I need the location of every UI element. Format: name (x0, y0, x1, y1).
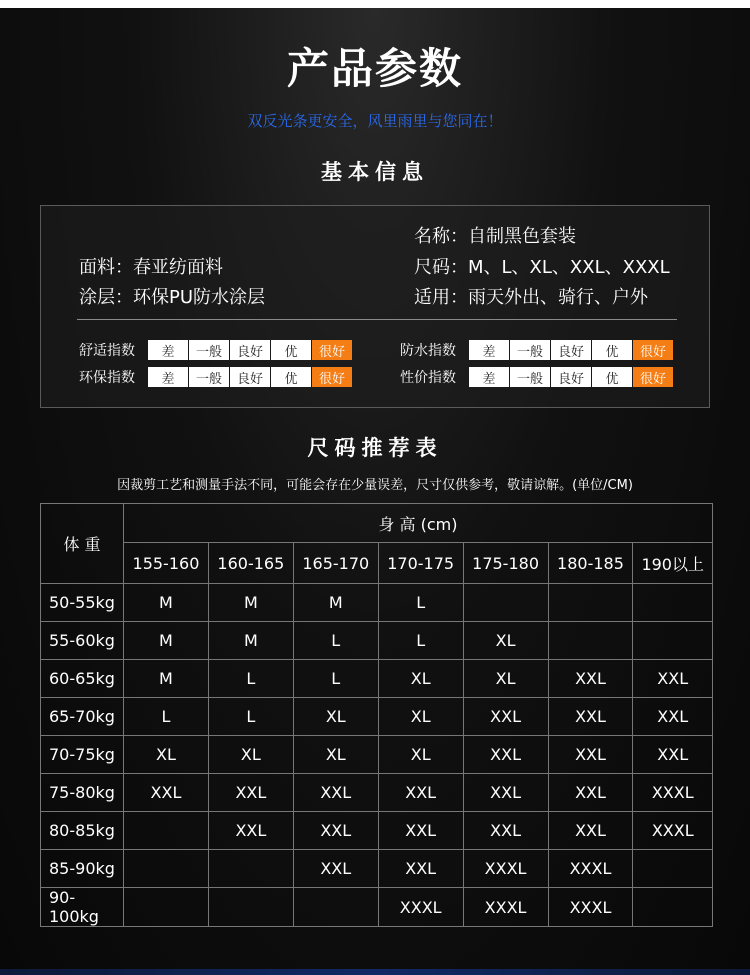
rating-row (400, 366, 673, 388)
basic-info-title: 基本信息 (321, 160, 429, 184)
rating-level-cell: 优 (271, 367, 311, 387)
top-bar (0, 0, 750, 8)
info-divider (77, 319, 677, 320)
weight-cell: 55-60kg (41, 622, 124, 660)
size-cell: XXXL (463, 888, 548, 927)
height-range-cell: 155-160 (124, 543, 209, 584)
size-cell: L (378, 622, 463, 660)
size-cell: L (293, 660, 378, 698)
weight-cell: 65-70kg (41, 698, 124, 736)
rating-row (79, 366, 352, 388)
height-range-cell: 175-180 (463, 543, 548, 584)
size-cell: XXL (548, 812, 633, 850)
size-cell: XXL (463, 774, 548, 812)
size-chart-table (40, 503, 713, 927)
weight-cell: 90-100kg (41, 888, 124, 927)
table-row (41, 812, 713, 850)
size-cell: M (208, 622, 293, 660)
bottom-bar (0, 969, 750, 975)
size-cell: XL (378, 698, 463, 736)
size-cell (633, 622, 713, 660)
size-cell: XXL (548, 774, 633, 812)
table-row (41, 850, 713, 888)
table-row (41, 660, 713, 698)
rating-label: 性价指数 (400, 370, 456, 386)
size-chart-note: 因裁剪工艺和测量手法不同，可能会存在少量误差，尺寸仅供参考，敬请谅解。(单位/CM) (117, 478, 633, 493)
rating-row (79, 339, 352, 361)
size-cell: XXL (463, 736, 548, 774)
size-cell: XXL (548, 660, 633, 698)
height-range-cell: 190以上 (633, 543, 713, 584)
rating-level-cell: 差 (469, 367, 509, 387)
weight-header: 体 重 (41, 504, 124, 584)
rating-level-cell: 一般 (510, 340, 550, 360)
size-cell: XXL (378, 774, 463, 812)
rating-level-cell: 差 (469, 340, 509, 360)
size-cell: L (378, 584, 463, 622)
rating-row (400, 339, 673, 361)
height-range-cell: 160-165 (208, 543, 293, 584)
page-title: 产品参数 (286, 44, 463, 93)
rating-level-cell: 良好 (230, 340, 270, 360)
rating-level-cell: 良好 (230, 367, 270, 387)
size-cell (124, 888, 209, 927)
size-cell: XL (378, 660, 463, 698)
weight-cell: 75-80kg (41, 774, 124, 812)
size-cell: XXL (463, 812, 548, 850)
size-cell: XXL (208, 774, 293, 812)
basic-info-panel (40, 205, 710, 408)
size-cell: XXL (633, 660, 713, 698)
size-cell: XXXL (548, 888, 633, 927)
size-cell: M (293, 584, 378, 622)
rating-label: 舒适指数 (79, 343, 135, 359)
size-cell: XXL (293, 850, 378, 888)
size-cell (293, 888, 378, 927)
rating-level-cell: 差 (148, 340, 188, 360)
rating-level-cell: 很好 (312, 367, 352, 387)
size-cell: XXL (378, 812, 463, 850)
rating-level-cell: 很好 (633, 367, 673, 387)
size-cell: XL (208, 736, 293, 774)
size-cell: XL (378, 736, 463, 774)
height-range-cell: 180-185 (548, 543, 633, 584)
rating-level-cell: 良好 (551, 340, 591, 360)
height-range-cell: 170-175 (378, 543, 463, 584)
rating-level-cell: 一般 (189, 340, 229, 360)
table-header-row (41, 504, 713, 543)
rating-level-cell: 差 (148, 367, 188, 387)
size-cell: XXL (548, 698, 633, 736)
table-row (41, 888, 713, 927)
table-row (41, 736, 713, 774)
size-cell (463, 584, 548, 622)
size-cell: XXL (124, 774, 209, 812)
size-chart-title: 尺码推荐表 (307, 436, 443, 460)
size-cell: M (124, 622, 209, 660)
size-cell (633, 888, 713, 927)
size-cell: L (293, 622, 378, 660)
table-row (41, 622, 713, 660)
rating-level-cell: 一般 (189, 367, 229, 387)
size-cell (633, 584, 713, 622)
size-cell (548, 584, 633, 622)
table-row (41, 698, 713, 736)
rating-label: 环保指数 (79, 370, 135, 386)
height-range-row (41, 543, 713, 584)
size-cell: XL (293, 736, 378, 774)
size-cell: XXL (463, 698, 548, 736)
rating-label: 防水指数 (400, 343, 456, 359)
rating-level-cell: 很好 (312, 340, 352, 360)
size-cell: XXXL (633, 812, 713, 850)
weight-cell: 70-75kg (41, 736, 124, 774)
height-header: 身 高 (cm) (124, 504, 713, 543)
size-cell: XXXL (548, 850, 633, 888)
product-usage: 适用：雨天外出、骑行、户外 (414, 287, 648, 308)
size-cell: XL (463, 622, 548, 660)
weight-cell: 80-85kg (41, 812, 124, 850)
size-cell: XL (463, 660, 548, 698)
product-coating: 涂层：环保PU防水涂层 (79, 287, 266, 308)
rating-level-cell: 一般 (510, 367, 550, 387)
size-cell: M (124, 584, 209, 622)
size-cell: XXXL (463, 850, 548, 888)
rating-level-cell: 优 (592, 367, 632, 387)
size-cell: XL (124, 736, 209, 774)
size-cell (548, 622, 633, 660)
rating-level-cell: 良好 (551, 367, 591, 387)
size-cell: XXXL (378, 888, 463, 927)
slogan: 双反光条更安全，风里雨里与您同在！ (247, 112, 503, 130)
size-cell: XXXL (633, 774, 713, 812)
size-cell: XXL (633, 698, 713, 736)
size-cell: XXL (633, 736, 713, 774)
table-row (41, 584, 713, 622)
weight-cell: 50-55kg (41, 584, 124, 622)
rating-level-cell: 优 (271, 340, 311, 360)
size-cell: XXL (293, 774, 378, 812)
product-size: 尺码：M、L、XL、XXL、XXXL (414, 257, 670, 278)
size-cell: M (124, 660, 209, 698)
height-range-cell: 165-170 (293, 543, 378, 584)
size-cell: XXL (548, 736, 633, 774)
size-cell: L (124, 698, 209, 736)
size-cell (124, 850, 209, 888)
rating-level-cell: 很好 (633, 340, 673, 360)
size-cell (633, 850, 713, 888)
weight-cell: 85-90kg (41, 850, 124, 888)
product-fabric: 面料：春亚纺面料 (79, 257, 223, 278)
size-cell: XL (293, 698, 378, 736)
size-cell: XXL (293, 812, 378, 850)
weight-cell: 60-65kg (41, 660, 124, 698)
product-name: 名称：自制黑色套装 (414, 226, 576, 247)
size-cell: XXL (208, 812, 293, 850)
size-cell: L (208, 660, 293, 698)
size-cell: M (208, 584, 293, 622)
rating-level-cell: 优 (592, 340, 632, 360)
table-row (41, 774, 713, 812)
size-cell (208, 850, 293, 888)
size-cell (124, 812, 209, 850)
size-cell (208, 888, 293, 927)
size-cell: XXL (378, 850, 463, 888)
size-cell: L (208, 698, 293, 736)
